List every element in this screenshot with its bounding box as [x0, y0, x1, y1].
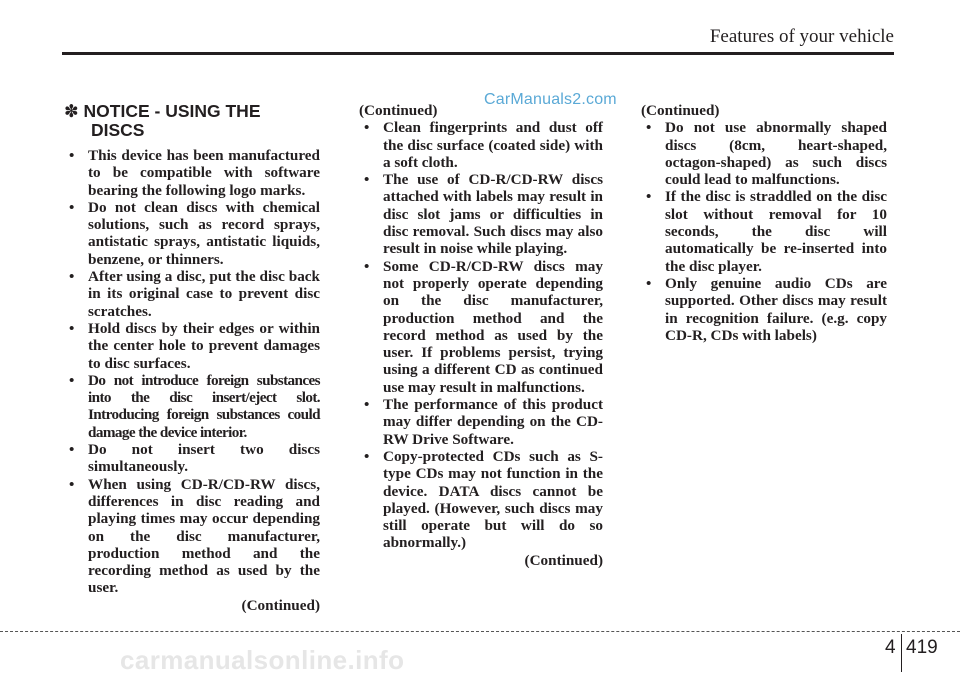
header-rule: [62, 52, 894, 55]
list-item: • This device has been manufactured to be compatible with software bearing the following logo marks.: [64, 147, 320, 199]
bullet-list: [64, 147, 320, 597]
column-3: [641, 102, 887, 344]
list-item: • Some CD-R/CD-RW discs may not properly operate depending on the disc manufacturer, production method and the record method as used by the user. If problems persist, trying using a different CD as continued use may result in malfunctions.: [359, 258, 603, 396]
continued-label: (Continued): [524, 551, 603, 569]
page-number-divider: [901, 634, 902, 672]
watermark-bottom: carmanualsonline.info: [120, 645, 405, 675]
footer-dashed-rule: [0, 631, 960, 632]
list-item: • The performance of this product may differ depending on the CD-RW Drive Software.: [359, 396, 603, 448]
notice-heading-line2: DISCS: [91, 120, 145, 140]
list-item: • After using a disc, put the disc back in its original case to prevent disc scratches.: [64, 268, 320, 320]
list-item: • Hold discs by their edges or within the center hole to prevent damages to disc surfaces.: [64, 320, 320, 372]
section-number: 4: [885, 637, 896, 658]
watermark-top: CarManuals2.com: [484, 91, 617, 108]
notice-heading-line1: NOTICE - USING THE: [83, 101, 261, 121]
list-item: • Do not introduce foreign substances into the disc insert/eject slot. Introducing foreign substances could damage the device interior.: [64, 372, 320, 441]
list-item: • Clean fingerprints and dust off the disc surface (coated side) with a soft cloth.: [359, 119, 603, 171]
continued-label: (Continued): [641, 102, 720, 119]
list-item: • Only genuine audio CDs are supported. Other discs may result in recognition failure. (e.g. copy CD-R, CDs with labels): [641, 275, 887, 344]
column-1: [64, 102, 320, 614]
bullet-list: [359, 119, 603, 551]
notice-heading: [64, 102, 320, 140]
running-header: Features of your vehicle: [709, 26, 894, 47]
bullet-list: [641, 119, 887, 344]
list-item: • Copy-protected CDs such as S-type CDs may not function in the device. DATA discs cannot be played. (However, such discs may still operate but will do so abnormally.): [359, 448, 603, 552]
list-item: • Do not insert two discs simultaneously.: [64, 441, 320, 476]
continued-label: (Continued): [241, 596, 320, 614]
continued-label: (Continued): [359, 102, 438, 119]
list-item: • The use of CD-R/CD-RW discs attached with labels may result in disc slot jams or difficulties in disc removal. Such discs may also result in noise while playing.: [359, 171, 603, 257]
column-2: [359, 102, 603, 569]
list-item: • Do not clean discs with chemical solutions, such as record sprays, antistatic sprays, antistatic liquids, benzene, or thinners.: [64, 199, 320, 268]
list-item: • Do not use abnormally shaped discs (8cm, heart-shaped, octagon-shaped) as such discs could lead to malfunctions.: [641, 119, 887, 188]
star-icon: ✽: [64, 101, 79, 121]
page-number: 419: [906, 637, 938, 658]
list-item: • When using CD-R/CD-RW discs, differences in disc reading and playing times may occur depending on the disc manufacturer, production method and the recording method as used by the user.: [64, 476, 320, 597]
list-item: • If the disc is straddled on the disc slot without removal for 10 seconds, the disc will automatically be re-inserted into the disc player.: [641, 188, 887, 274]
